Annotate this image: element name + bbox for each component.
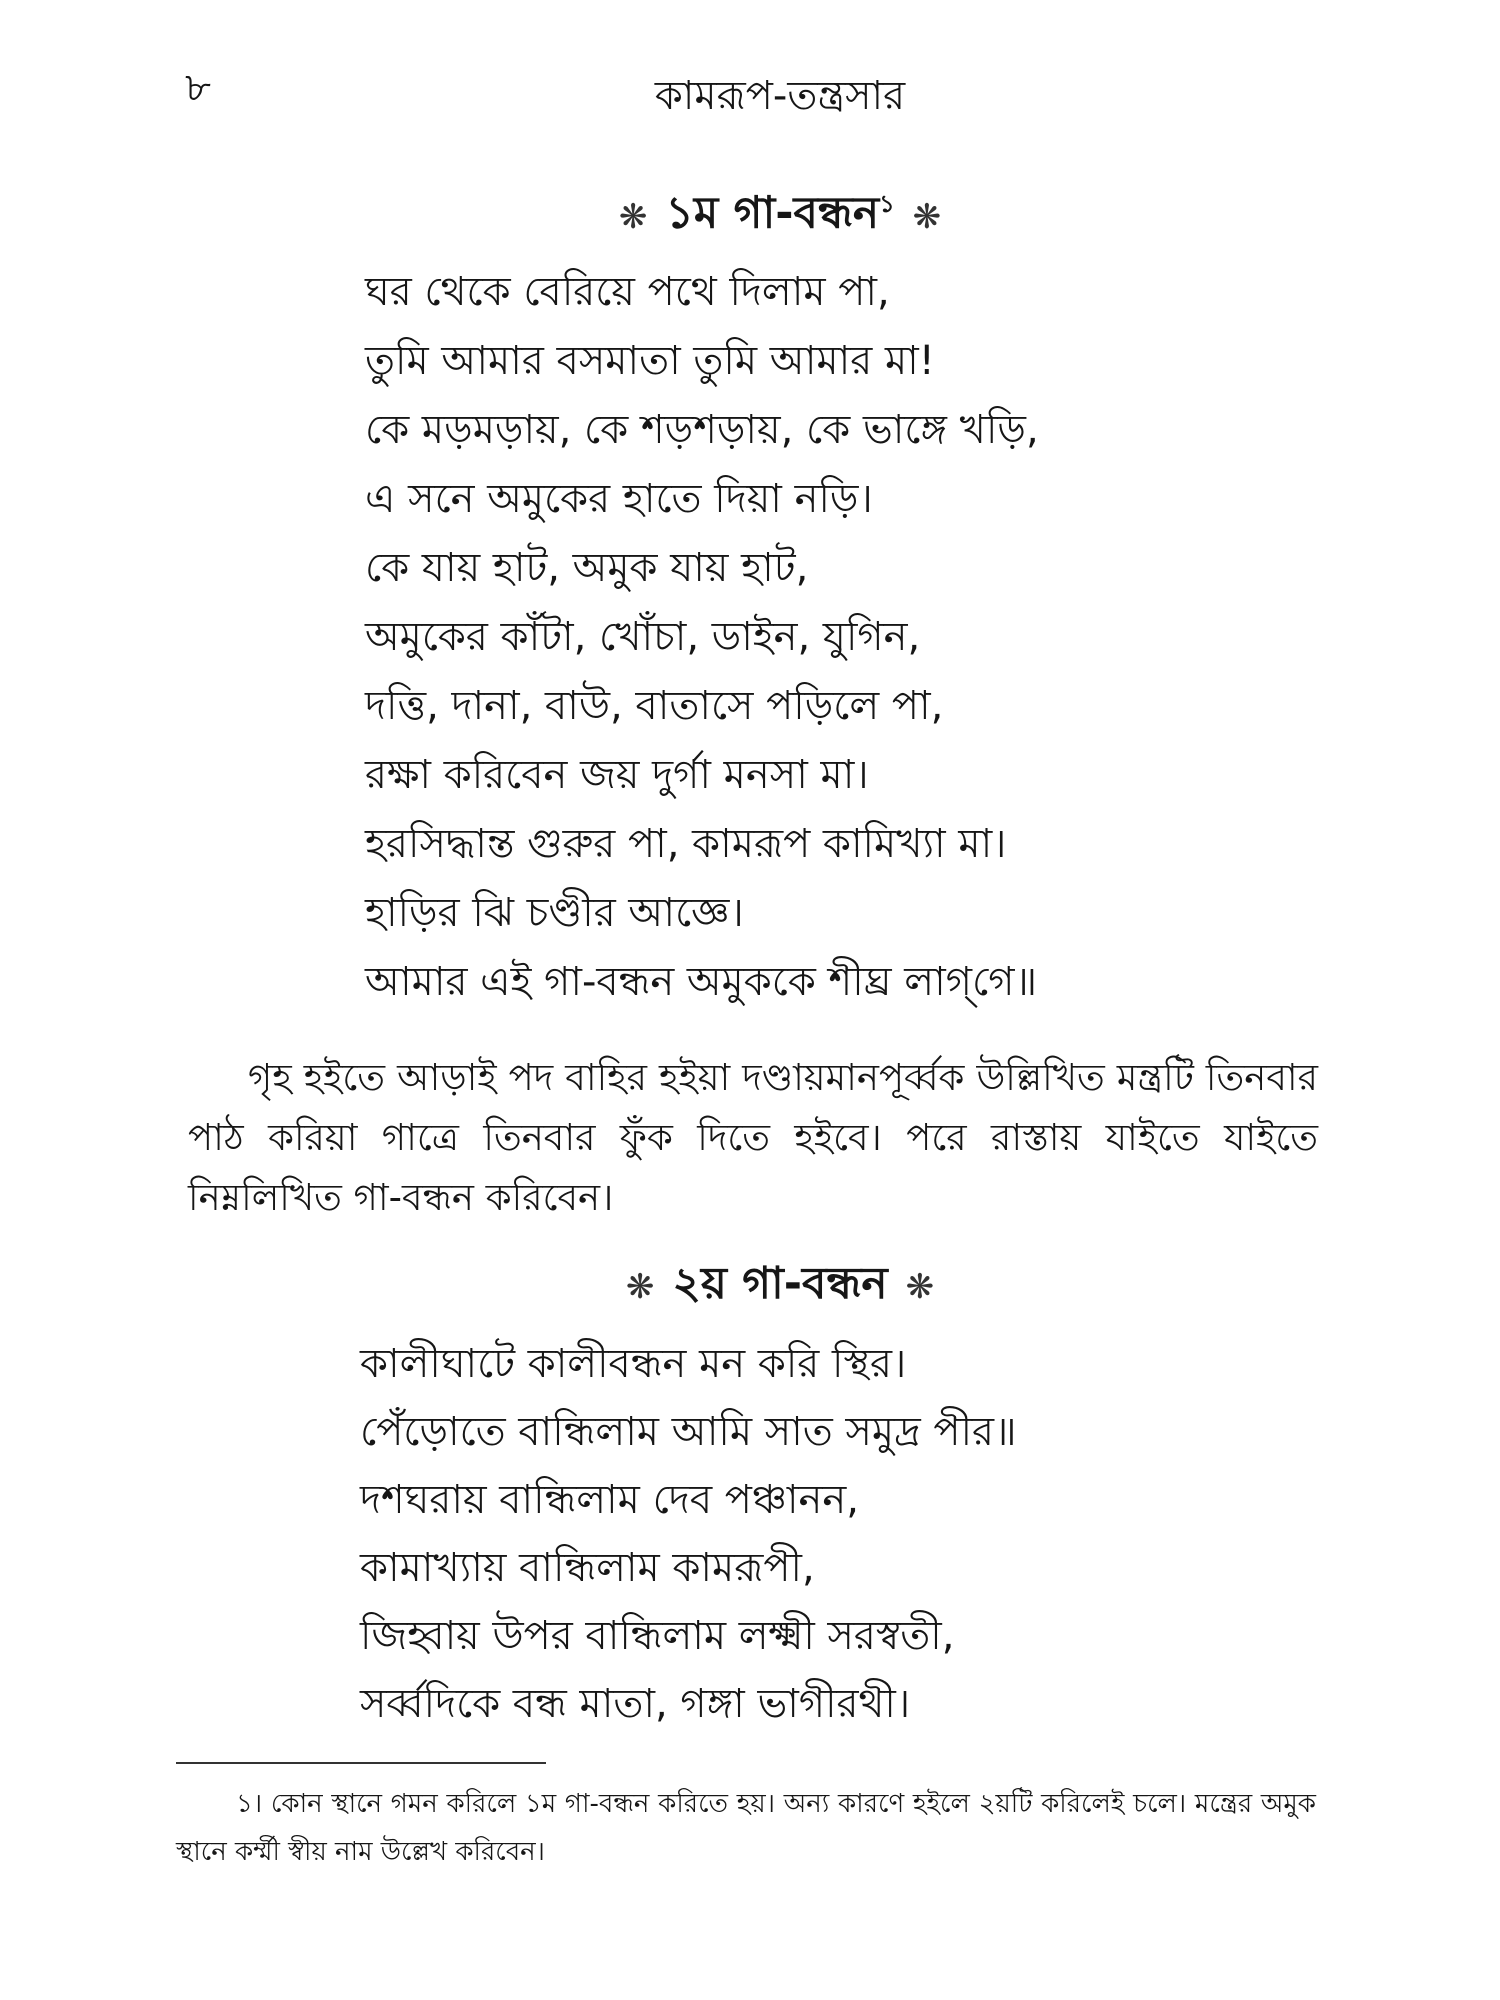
verse-line: কামাখ্যায় বান্ধিলাম কামরূপী, bbox=[360, 1545, 815, 1591]
verse-line: জিহ্বায় উপর বান্ধিলাম লক্ষ্মী সরস্বতী, bbox=[360, 1613, 955, 1659]
verse-line: ঘর থেকে বেরিয়ে পথে দিলাম পা, bbox=[365, 269, 890, 315]
running-title: কামরূপ-তন্ত্রসার bbox=[654, 73, 906, 119]
verse-line: কে যায় হাট, অমুক যায় হাট, bbox=[365, 545, 809, 591]
ornament-left-icon: ❋ bbox=[618, 196, 648, 237]
verse-line: কালীঘাটে কালীবন্ধন মন করি স্থির। bbox=[360, 1341, 907, 1387]
section1-title: ১ম গা-বন্ধন bbox=[665, 187, 880, 239]
verse-line: কে মড়মড়ায়, কে শড়শড়ায়, কে ভাঙ্গে খড়ি, bbox=[365, 407, 1039, 453]
verse-line: রক্ষা করিবেন জয় দুর্গা মনসা মা। bbox=[365, 752, 869, 798]
ornament-right-icon: ❋ bbox=[912, 196, 942, 237]
page-number: ৮ bbox=[185, 65, 211, 111]
footnote: ১। কোন স্থানে গমন করিলে ১ম গা-বন্ধন করিতে হয়। অন্য কারণে হইলে ২য়টি করিলেই চলে। মন্ত্রের অমুক স্থানে কর্ম্মী স্বীয় নাম উল্লেখ করিবেন। bbox=[176, 1789, 1316, 1867]
verse-line: আমার এই গা-বন্ধন অমুককে শীঘ্র লাগ্‌গে॥ bbox=[365, 959, 1038, 1005]
instruction-paragraph: গৃহ হইতে আড়াই পদ বাহির হইয়া দণ্ডায়মানপূর্ব্বক উল্লিখিত মন্ত্রটি তিনবার পাঠ করিয়া গাত্রে তিনবার ফুঁক দিতে হইবে। পরে রাস্তায় যাইতে যাইতে নিম্নলিখিত গা-বন্ধন করিবেন। bbox=[188, 1056, 1318, 1219]
section1-verse bbox=[365, 258, 1039, 1017]
verse-line: তুমি আমার বসমাতা তুমি আমার মা! bbox=[365, 338, 935, 384]
verse-line: দত্তি, দানা, বাউ, বাতাসে পড়িলে পা, bbox=[365, 683, 944, 729]
section2-heading bbox=[0, 1258, 1500, 1309]
section2-verse bbox=[360, 1330, 1017, 1738]
verse-line: হরসিদ্ধান্ত গুরুর পা, কামরূপ কামিখ্যা মা। bbox=[365, 821, 1007, 867]
ornament-right-icon: ❋ bbox=[905, 1267, 935, 1307]
verse-line: অমুকের কাঁটা, খোঁচা, ডাইন, যুগিন, bbox=[365, 614, 921, 660]
footnote-marker: ১ bbox=[879, 190, 895, 218]
verse-line: দশঘরায় বান্ধিলাম দেব পঞ্চানন, bbox=[360, 1477, 859, 1523]
footnote-divider bbox=[176, 1762, 546, 1764]
verse-line: সর্ব্বদিকে বন্ধ মাতা, গঙ্গা ভাগীরথী। bbox=[360, 1681, 911, 1727]
section2-title: ২য় গা-বন্ধন bbox=[672, 1258, 888, 1309]
verse-line: হাড়ির ঝি চণ্ডীর আজ্ঞে। bbox=[365, 890, 744, 936]
section1-heading bbox=[0, 182, 1500, 239]
verse-line: এ সনে অমুকের হাতে দিয়া নড়ি। bbox=[365, 476, 873, 522]
verse-line: পেঁড়োতে বান্ধিলাম আমি সাত সমুদ্র পীর॥ bbox=[360, 1409, 1017, 1455]
ornament-left-icon: ❋ bbox=[625, 1267, 655, 1307]
